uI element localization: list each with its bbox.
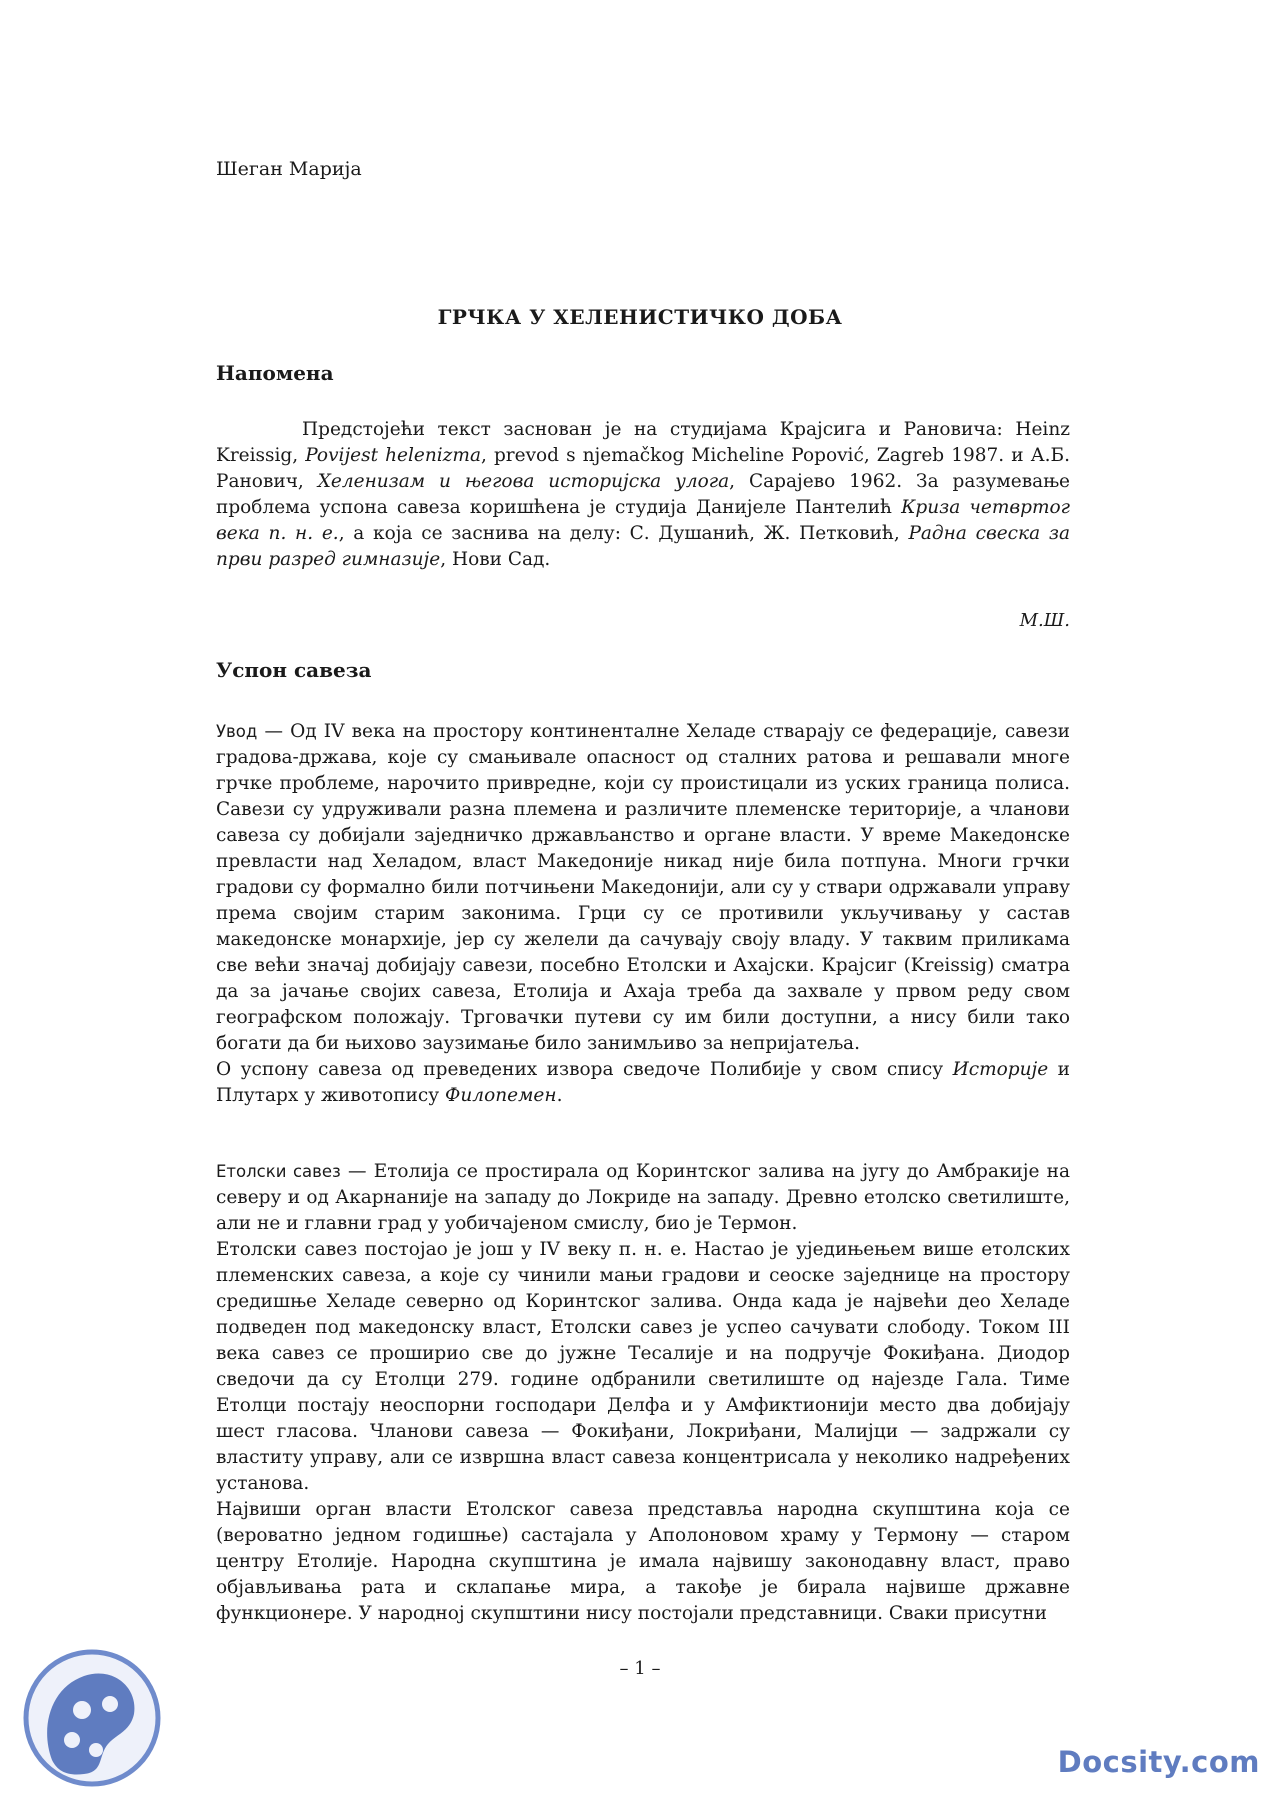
note-text: , prevod s njemačkog Micheline Popović, Zagreb 1987. и А.Б. Ранович, — [216, 445, 1070, 492]
note-text: , а која се заснива на делу: С. Душанић, Ж. Петковић, — [338, 523, 909, 544]
aetolian-paragraph: Највиши орган власти Етолског савеза представља народна скупштина која се (вероватно једном годишње) састајала у Аполоновом храму у Термону — старом центру Етолије. Народна скупштина је имала највишу законодавну власт, право објављивања рата и склапање мира, а такође је бирала највише државне функционере. У народној скупштини нису постојали представници. Сваки присутни — [216, 1499, 1070, 1624]
sources-italic: Филопемен — [445, 1085, 557, 1106]
docsity-logo — [22, 1648, 162, 1788]
note-italic: Криза четвртог века п. н. е. — [216, 497, 1070, 544]
intro-label: Увод — [216, 722, 258, 741]
page-number: – 1 – — [619, 1658, 661, 1679]
note-text: , Нови Сад. — [440, 549, 551, 570]
sources-text: и Плутарх у животопису — [216, 1059, 1070, 1106]
docsity-logo-icon — [22, 1648, 162, 1788]
sources-italic: Историје — [952, 1059, 1049, 1080]
document-title: ГРЧКА У ХЕЛЕНИСТИЧКО ДОБА — [437, 305, 843, 329]
aetolian-label: Етолски савез — [216, 1162, 341, 1181]
note-italic: Радна свеска за први разред гимназије — [216, 523, 1070, 570]
author-name: Шеган Марија — [216, 158, 362, 180]
sources-text: . — [556, 1085, 563, 1106]
note-text: Предстојећи текст заснован је на студијама Крајсига и Рановича: Heinz Kreissig, — [216, 419, 1070, 466]
sources-text: О успону савеза од преведених извора сведоче Полибије у свом спису — [216, 1059, 953, 1080]
intro-paragraph — [216, 719, 1070, 1109]
note-text: , Сарајево 1962. За разумевање проблема успона савеза коришћена је студија Данијеле Пантелић — [216, 471, 1071, 518]
docsity-watermark: Docsity.com — [1057, 1745, 1260, 1779]
note-heading: Напомена — [216, 361, 334, 385]
note-italic: Хеленизам и његова историјска улога — [317, 471, 730, 492]
note-signature: М.Ш. — [1019, 610, 1070, 631]
aetolian-text: — Етолија се простирала од Коринтског залива на југу до Амбракије на северу и од Акарнаније на западу до Локриде на западу. Древно етолско светилиште, али не и главни град у уобичајеном смислу, био је Термон. — [216, 1161, 1070, 1234]
note-italic: Povijest helenizma — [305, 445, 481, 466]
aetolian-paragraph: Етолски савез постојао је још у IV веку п. н. е. Настао је уједињењем више етолских племенских савеза, а које су чинили мањи градови и сеоске заједнице на простору средишње Хеладе северно од Коринтског залива. Онда када је највећи део Хеладе подведен под македонску власт, Етолски савез је успео сачувати слободу. Током III века савез се проширио све до јужне Тесалије и на подручје Фокиђана. Диодор сведочи да су Етолци 279. године одбранили светилиште од најезде Гала. Тиме Етолци постају неоспорни господари Делфа и у Амфиктионији место два добијају шест гласова. Чланови савеза — Фокиђани, Локриђани, Малијци — задржали су властиту управу, али се извршна власт савеза концентрисала у неколико надређених установа. — [216, 1239, 1070, 1494]
intro-text: — Од IV века на простору континенталне Хеладе стварају се федерације, савези градова-држава, које су смањивале опасност од сталних ратова и решавали многе грчке проблеме, нарочито привредне, који су проистицали из уских граница полиса. Савези су удруживали разна племена и различите племенске територије, а чланови савеза су добијали заједничко држављанство и органе власти. У време Македонске превласти над Хеладом, власт Македоније никад није била потпуна. Многи грчки градови су формално били потчињени Македонији, али су у ствари одржавали управу према својим старим законима. Грци су се противили укључивању у састав македонске монархије, јер су желели да сачувају своју владу. У таквим приликама све већи значај добијају савези, посебно Етолски и Ахајски. Крајсиг (Kreissig) сматра да за јачање својих савеза, Етолија и Ахаја треба да захвале у првом реду свом географском положају. Трговачки путеви су им били доступни, а нису били тако богати да би њихово заузимање било занимљиво за непријатеља. — [216, 721, 1070, 1054]
note-paragraph — [216, 417, 1070, 573]
rise-heading: Успон савеза — [216, 658, 372, 682]
aetolian-section — [216, 1159, 1070, 1627]
